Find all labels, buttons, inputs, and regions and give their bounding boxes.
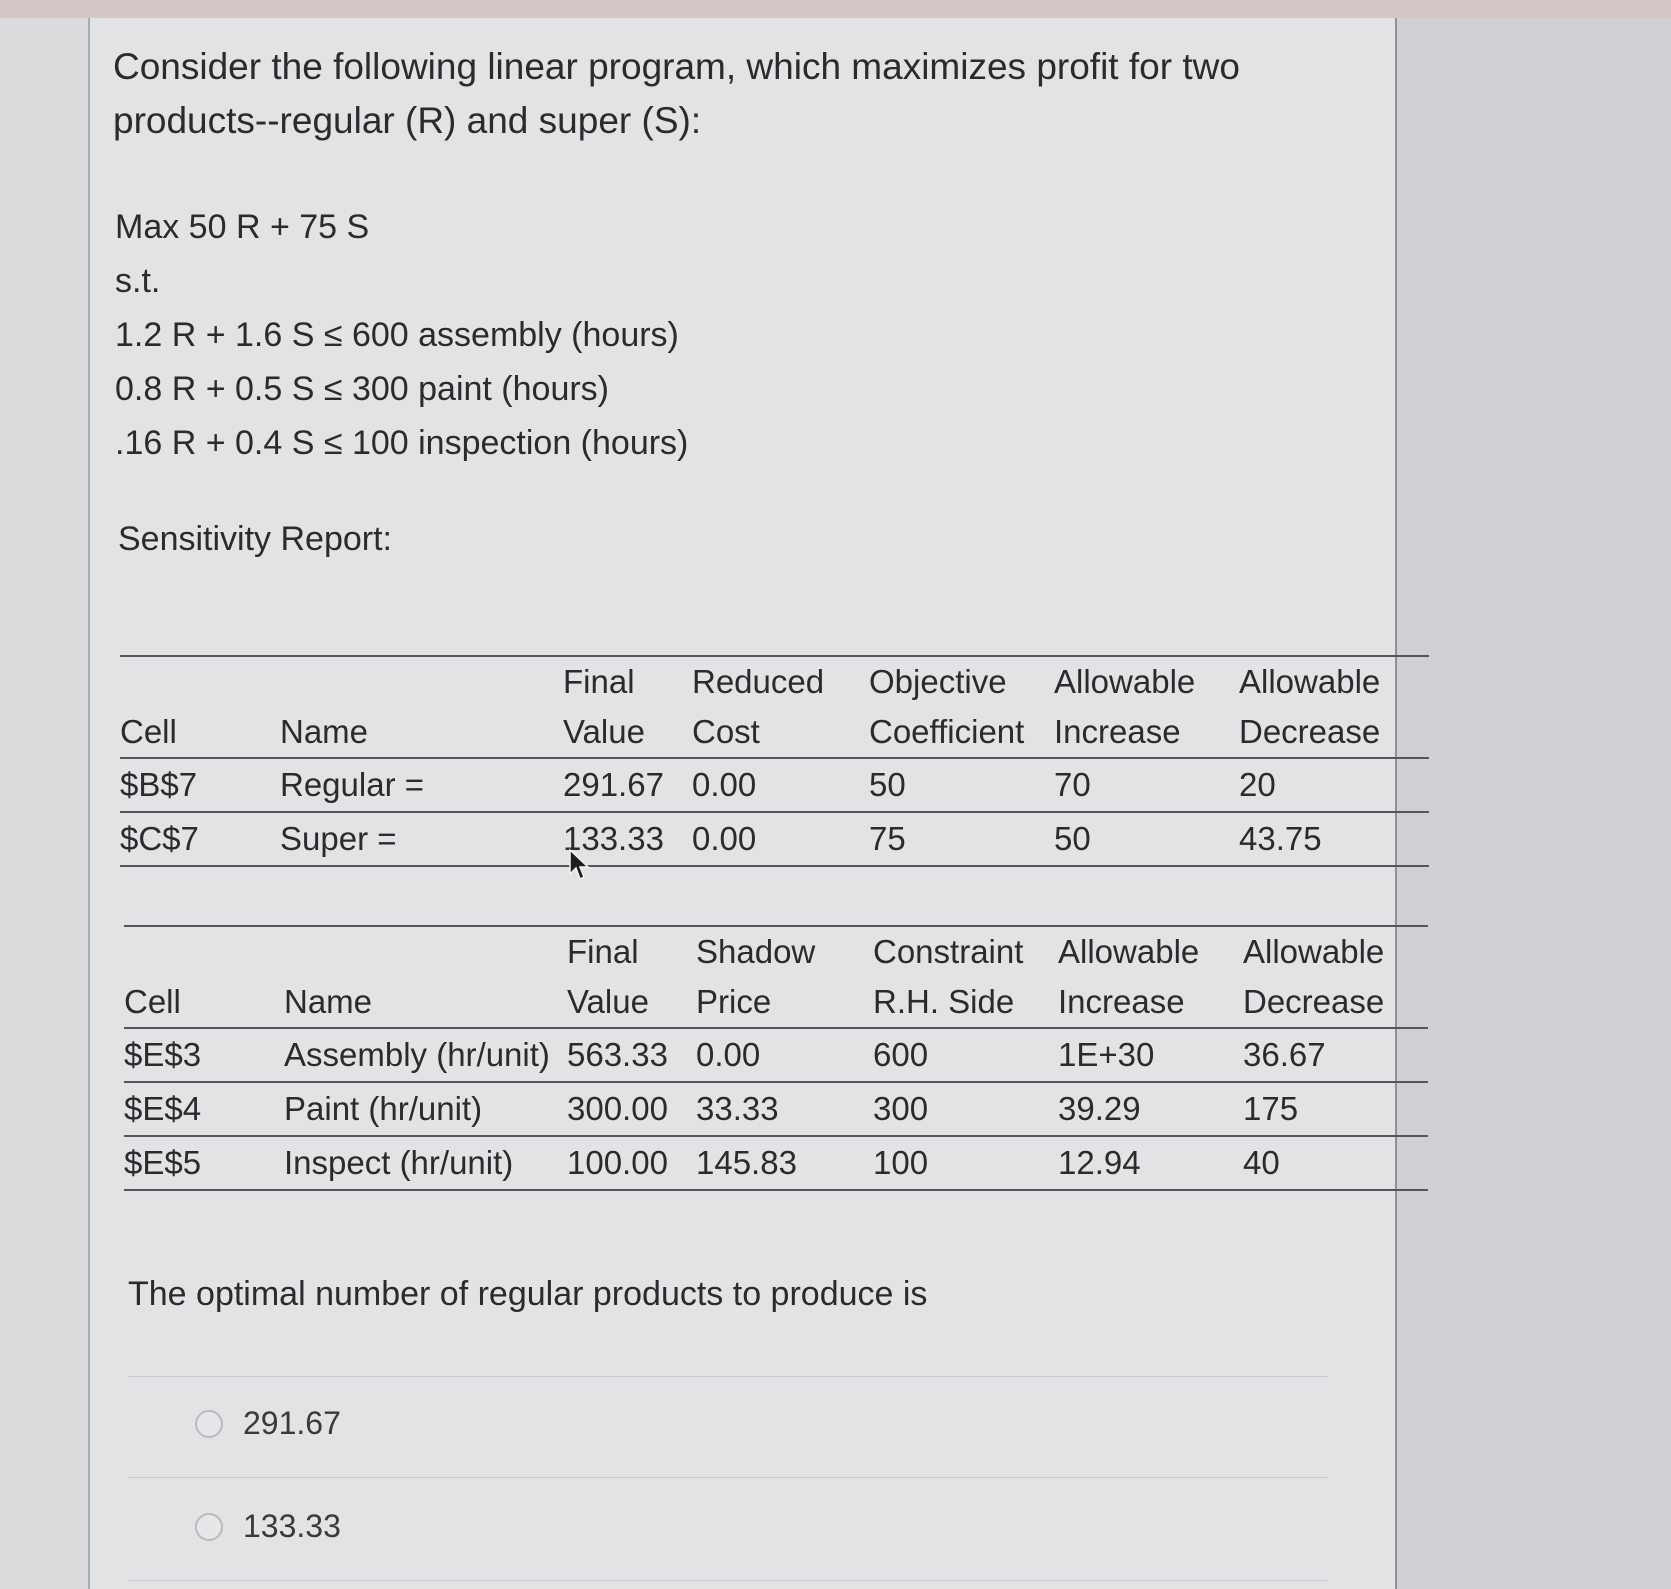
table-cell: 39.29: [1058, 1082, 1243, 1136]
option-divider: [128, 1376, 1328, 1377]
table-cell: Inspect (hr/unit): [284, 1136, 567, 1190]
header-cell: Allowable: [1239, 663, 1381, 700]
header-cell: Allowable: [1058, 933, 1200, 970]
question-prompt: The optimal number of regular products to produce is: [128, 1275, 928, 1313]
header-cell: Cell: [124, 977, 284, 1028]
table-cell: 0.00: [692, 758, 869, 812]
option-divider: [128, 1580, 1328, 1581]
table-cell: 40: [1243, 1136, 1428, 1190]
table-cell: 20: [1239, 758, 1429, 812]
table-cell: 100: [873, 1136, 1058, 1190]
table-cell: 50: [869, 758, 1054, 812]
answer-option[interactable]: [195, 1405, 341, 1442]
table-cell: Assembly (hr/unit): [284, 1028, 567, 1082]
header-cell: Cost: [692, 707, 869, 758]
radio-button-icon[interactable]: [195, 1410, 223, 1438]
subject-to-label: s.t.: [115, 262, 161, 300]
constraints-table: [124, 925, 1428, 1191]
table-cell: 291.67: [563, 758, 692, 812]
table-cell: 600: [873, 1028, 1058, 1082]
table-cell: 145.83: [696, 1136, 873, 1190]
lp-model: [115, 200, 688, 470]
header-cell: Value: [563, 707, 692, 758]
table-cell: 70: [1054, 758, 1239, 812]
header-cell: Reduced: [692, 663, 825, 700]
header-cell: Final: [563, 663, 635, 700]
table-cell: Regular =: [280, 758, 563, 812]
header-cell: Increase: [1054, 707, 1239, 758]
table-cell: $B$7: [120, 758, 280, 812]
table-header-row: [120, 656, 1429, 707]
table-header-row: [124, 977, 1428, 1028]
table-header-row: [124, 926, 1428, 977]
header-cell: [284, 926, 567, 977]
answer-option[interactable]: [195, 1508, 341, 1545]
table-cell: 563.33: [567, 1028, 696, 1082]
header-cell: R.H. Side: [873, 977, 1058, 1028]
header-cell: [120, 656, 280, 707]
table-cell: 36.67: [1243, 1028, 1428, 1082]
header-cell: Decrease: [1239, 707, 1429, 758]
header-cell: Allowable: [1243, 933, 1385, 970]
constraint-inspection: .16 R + 0.4 S ≤ 100 inspection (hours): [115, 424, 689, 462]
header-cell: Constraint: [873, 933, 1024, 970]
table-row: [124, 1136, 1428, 1190]
table-cell: 33.33: [696, 1082, 873, 1136]
sensitivity-report-title: Sensitivity Report:: [118, 520, 392, 558]
table-row: [124, 1028, 1428, 1082]
header-cell: Shadow: [696, 933, 816, 970]
table-cell: 75: [869, 812, 1054, 866]
header-cell: Allowable: [1054, 663, 1196, 700]
header-cell: Name: [284, 977, 567, 1028]
table-cell: 100.00: [567, 1136, 696, 1190]
option-divider: [128, 1477, 1328, 1478]
table-cell: 43.75: [1239, 812, 1429, 866]
table-cell: 300: [873, 1082, 1058, 1136]
table-cell: $E$4: [124, 1082, 284, 1136]
question-intro: Consider the following linear program, which maximizes profit for two products--regular (R) and super (S):: [113, 46, 1240, 141]
table-cell: 0.00: [692, 812, 869, 866]
header-cell: [280, 656, 563, 707]
table-header-row: [120, 707, 1429, 758]
objective-function: Max 50 R + 75 S: [115, 208, 370, 246]
table-cell: Super =: [280, 812, 563, 866]
header-cell: Final: [567, 933, 639, 970]
header-cell: Objective: [869, 663, 1007, 700]
radio-button-icon[interactable]: [195, 1513, 223, 1541]
table-cell: $C$7: [120, 812, 280, 866]
table-cell: $E$3: [124, 1028, 284, 1082]
table-cell: 300.00: [567, 1082, 696, 1136]
table-row: [120, 812, 1429, 866]
header-cell: Name: [280, 707, 563, 758]
table-cell: 133.33: [563, 812, 692, 866]
constraint-paint: 0.8 R + 0.5 S ≤ 300 paint (hours): [115, 370, 609, 408]
table-cell: 12.94: [1058, 1136, 1243, 1190]
left-margin-panel: [0, 18, 90, 1589]
table-cell: Paint (hr/unit): [284, 1082, 567, 1136]
header-cell: Cell: [120, 707, 280, 758]
header-cell: Decrease: [1243, 977, 1428, 1028]
table-row: [120, 758, 1429, 812]
table-cell: $E$5: [124, 1136, 284, 1190]
header-cell: [124, 926, 284, 977]
mouse-cursor-icon: [568, 848, 590, 882]
constraint-assembly: 1.2 R + 1.6 S ≤ 600 assembly (hours): [115, 316, 679, 354]
option-label: 133.33: [243, 1508, 341, 1544]
option-label: 291.67: [243, 1405, 341, 1441]
variable-cells-table: [120, 655, 1429, 867]
right-side-panel: [1395, 18, 1671, 1589]
table-cell: 50: [1054, 812, 1239, 866]
header-cell: Coefficient: [869, 707, 1054, 758]
table-cell: 0.00: [696, 1028, 873, 1082]
header-cell: Value: [567, 977, 696, 1028]
header-cell: Price: [696, 977, 873, 1028]
top-strip: [0, 0, 1671, 18]
table-row: [124, 1082, 1428, 1136]
table-cell: 175: [1243, 1082, 1428, 1136]
header-cell: Increase: [1058, 977, 1243, 1028]
table-cell: 1E+30: [1058, 1028, 1243, 1082]
